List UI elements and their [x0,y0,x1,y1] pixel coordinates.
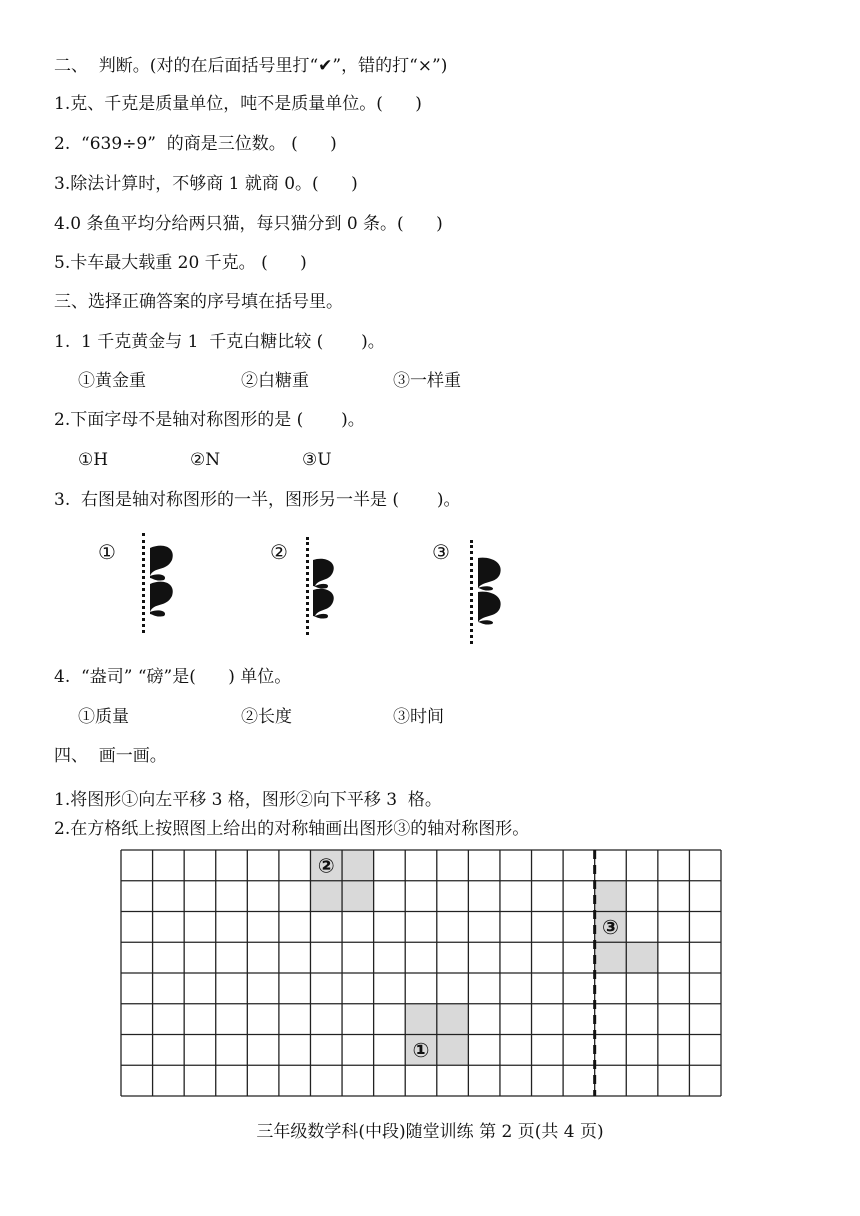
judge-item-3: 3.除法计算时，不够商 1 就商 0。( ) [54,174,358,194]
q2-option-3: ③U [302,450,332,470]
shape-cell [595,942,627,973]
leaf-ornament-icon [146,540,186,620]
q2-option-2: ②N [190,450,221,470]
shape-cell [342,881,374,912]
choice-q3: 3. 右图是轴对称图形的一半，图形另一半是 ( )。 [54,490,461,510]
q3-axis-2 [306,537,309,635]
q1-option-2: ②白糖重 [241,371,309,391]
grid-paper[interactable] [120,849,722,1097]
shape-cell [405,1004,437,1035]
judge-item-2: 2. “639÷9” 的商是三位数。 ( ) [54,134,337,154]
choice-q1: 1. 1 千克黄金与 1 千克白糖比较 ( )。 [54,332,385,352]
draw-instruction-2: 2.在方格纸上按照图上给出的对称轴画出图形③的轴对称图形。 [54,819,530,839]
grid-svg [120,849,722,1097]
shape-cell [595,881,627,912]
choice-q2: 2.下面字母不是轴对称图形的是 ( )。 [54,410,365,430]
shape-cell [342,850,374,881]
section4-heading: 四、 画一画。 [54,746,167,766]
q3-label-3: ③ [432,540,450,564]
q2-option-1: ①H [78,450,109,470]
shape-cell [310,881,342,912]
section2-heading: 二、 判断。(对的在后面括号里打“✔”，错的打“×”) [54,56,448,76]
leaf-ornament-icon [311,556,347,622]
draw-instruction-1: 1.将图形①向左平移 3 格，图形②向下平移 3 格。 [54,790,442,810]
q4-option-1: ①质量 [78,707,129,727]
q4-option-2: ②长度 [241,707,292,727]
judge-item-4: 4.0 条鱼平均分给两只猫，每只猫分到 0 条。( ) [54,214,443,234]
section3-heading: 三、选择正确答案的序号填在括号里。 [54,292,343,312]
judge-item-5: 5.卡车最大载重 20 千克。 ( ) [54,253,307,273]
choice-q4: 4. “盎司” “磅”是( ) 单位。 [54,667,292,687]
page-footer: 三年级数学科(中段)随堂训练 第 2 页(共 4 页) [256,1122,604,1142]
shape-label: ① [412,1037,430,1062]
q4-option-3: ③时间 [393,707,444,727]
leaf-ornament-icon [474,556,512,626]
shape-label: ③ [602,914,619,939]
q3-label-1: ① [98,540,116,564]
q3-axis-3 [470,540,473,644]
shape-cell [626,942,658,973]
check-mark-icon: ✔ [318,56,333,76]
q1-option-1: ①黄金重 [78,371,146,391]
shape-cell [437,1004,469,1035]
judge-item-1: 1.克、千克是质量单位，吨不是质量单位。( ) [54,94,422,114]
q1-option-3: ③一样重 [393,371,461,391]
q3-label-2: ② [270,540,288,564]
q3-axis-1 [142,533,145,633]
shape-cell [437,1035,469,1066]
shape-label: ② [317,853,335,878]
